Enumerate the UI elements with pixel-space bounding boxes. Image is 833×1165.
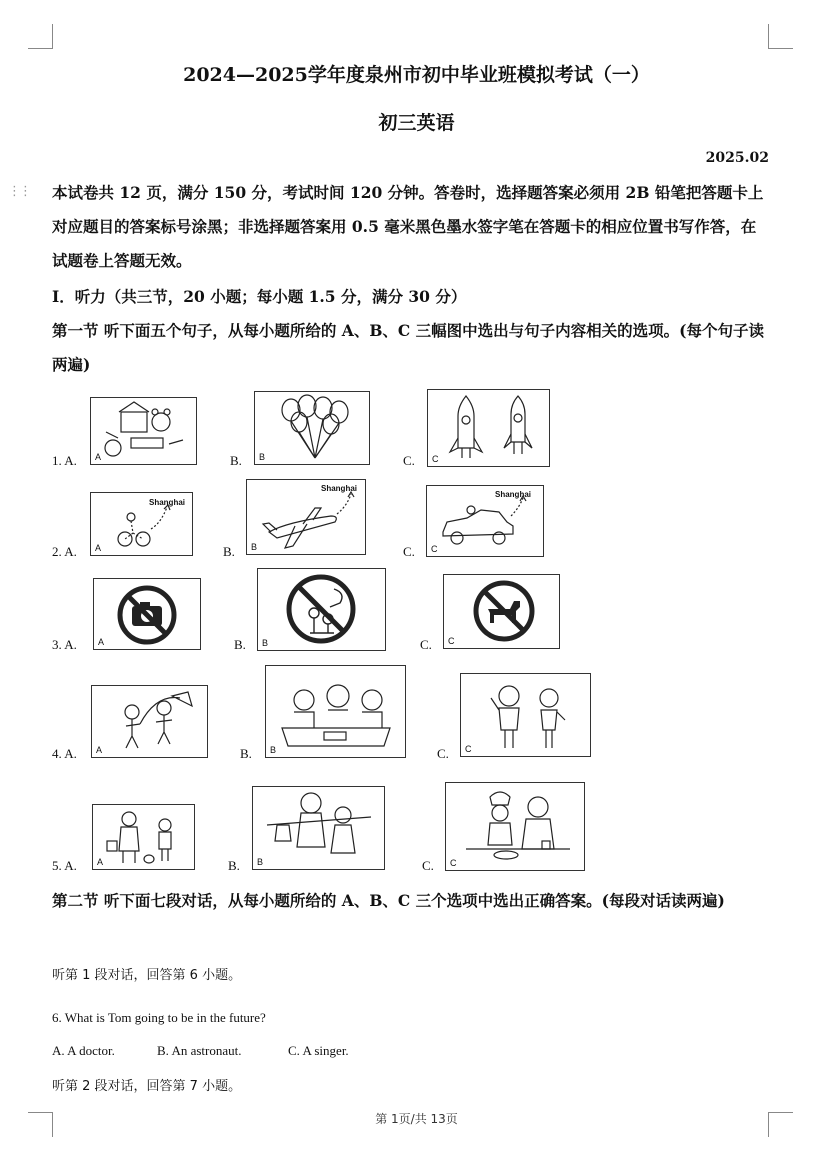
section1-instruction: 第一节 听下面五个句子，从每小题所给的 A、B、C 三幅图中选出与句子内容相关的选项。(每个句子读两遍) <box>52 321 764 374</box>
pic-letter: A <box>98 637 105 647</box>
pic-letter: C <box>465 744 472 754</box>
q4-option-a-kite-image[interactable] <box>91 685 208 758</box>
intro-paragraph: 本试卷共 12 页，满分 150 分，考试时间 120 分钟。答卷时，选择题答案必须用 2B 铅笔把答题卡上对应题目的答案标号涂黑；非选择题答案用 0.5 毫米黑色墨水签字笔在答题卡的相应位置书写作答，在试题卷上答题无效。 <box>52 183 764 270</box>
balloons-icon <box>255 392 369 464</box>
q6-option-a[interactable]: A. A doctor. <box>52 1043 115 1058</box>
pic-letter: B <box>251 542 258 552</box>
pic-letter: B <box>257 857 264 867</box>
subject-title: 初三英语 <box>378 112 455 134</box>
q1-option-a-toys-image[interactable] <box>90 397 197 465</box>
q3-label: 3. A. <box>52 637 77 652</box>
q4-b-label: B. <box>240 746 252 761</box>
pic-letter: B <box>262 638 269 648</box>
section2-instruction: 第二节 听下面七段对话，从每小题所给的 A、B、C 三个选项中选出正确答案。(每段对话读两遍) <box>52 891 725 910</box>
drag-handle-icon[interactable]: ⋮⋮ <box>8 184 30 199</box>
q5-label: 5. A. <box>52 858 77 873</box>
q5-b-label: B. <box>228 858 240 873</box>
pic-letter: B <box>270 745 277 755</box>
q3-option-a-no-camera-sign[interactable] <box>93 578 201 650</box>
q1-b-label: B. <box>230 453 242 468</box>
shanghai-label: Shanghai <box>495 490 532 499</box>
q1-option-c-rockets-image[interactable] <box>427 389 550 467</box>
q6-option-b[interactable]: B. An astronaut. <box>157 1043 242 1058</box>
airplane-icon <box>247 480 365 554</box>
toys-icon <box>91 398 196 464</box>
pic-letter: A <box>97 857 104 867</box>
q5-option-b-laundry-image[interactable] <box>252 786 385 870</box>
pic-letter: C <box>432 454 439 464</box>
dialog2-intro: 听第 2 段对话，回答第 7 小题。 <box>52 1079 242 1094</box>
corner-mark-top-left <box>28 24 53 49</box>
q3-c-label: C. <box>420 637 432 652</box>
q3-b-label: B. <box>234 637 246 652</box>
pic-letter: C <box>450 858 457 868</box>
q2-option-b-plane-image[interactable] <box>246 479 366 555</box>
q1-option-b-balloons-image[interactable] <box>254 391 370 465</box>
no-photography-icon <box>94 579 200 649</box>
pic-letter: A <box>96 745 103 755</box>
no-picking-flowers-icon <box>258 569 385 650</box>
two-kids-icon <box>461 674 590 756</box>
pic-letter: B <box>259 452 266 462</box>
pic-letter: C <box>448 636 455 646</box>
q3-option-c-no-dogs-sign[interactable] <box>443 574 560 649</box>
q2-c-label: C. <box>403 544 415 559</box>
pic-letter: A <box>95 452 102 462</box>
q4-c-label: C. <box>437 746 449 761</box>
part1-heading: Ⅰ．听力（共三节，20 小题；每小题 1.5 分，满分 30 分） <box>52 287 467 306</box>
pic-letter: C <box>431 544 438 554</box>
shanghai-label: Shanghai <box>321 484 358 493</box>
q5-option-c-cooking-image[interactable] <box>445 782 585 871</box>
feeding-chickens-icon <box>93 805 194 869</box>
shanghai-label: Shanghai <box>149 498 186 507</box>
q4-option-b-crafts-image[interactable] <box>265 665 406 758</box>
q6-option-c[interactable]: C. A singer. <box>288 1043 349 1058</box>
page-number: 第 1页/共 13页 <box>375 1112 458 1126</box>
q4-option-c-kids-image[interactable] <box>460 673 591 757</box>
exam-date: 2025.02 <box>705 150 769 166</box>
q1-label: 1. A. <box>52 453 77 468</box>
q4-label: 4. A. <box>52 746 77 761</box>
q2-option-a-bike-image[interactable] <box>90 492 193 556</box>
q2-option-c-car-image[interactable] <box>426 485 544 557</box>
pic-letter: A <box>95 543 102 553</box>
bicycle-icon <box>91 493 192 555</box>
rockets-icon <box>428 390 549 466</box>
hanging-clothes-icon <box>253 787 384 869</box>
q5-c-label: C. <box>422 858 434 873</box>
no-dogs-icon <box>444 575 559 648</box>
q6-question: 6. What is Tom going to be in the future? <box>52 1010 266 1025</box>
corner-mark-top-right <box>768 24 793 49</box>
q2-label: 2. A. <box>52 544 77 559</box>
exam-title: 2024—2025学年度泉州市初中毕业班模拟考试（一） <box>183 64 650 86</box>
kids-flying-kite-icon <box>92 686 207 757</box>
car-icon <box>427 486 543 556</box>
q3-option-b-no-picking-flowers-sign[interactable] <box>257 568 386 651</box>
cooking-icon <box>446 783 584 870</box>
dialog1-intro: 听第 1 段对话，回答第 6 小题。 <box>52 968 242 983</box>
q2-b-label: B. <box>223 544 235 559</box>
q5-option-a-farm-image[interactable] <box>92 804 195 870</box>
kids-at-table-icon <box>266 666 405 757</box>
q1-c-label: C. <box>403 453 415 468</box>
